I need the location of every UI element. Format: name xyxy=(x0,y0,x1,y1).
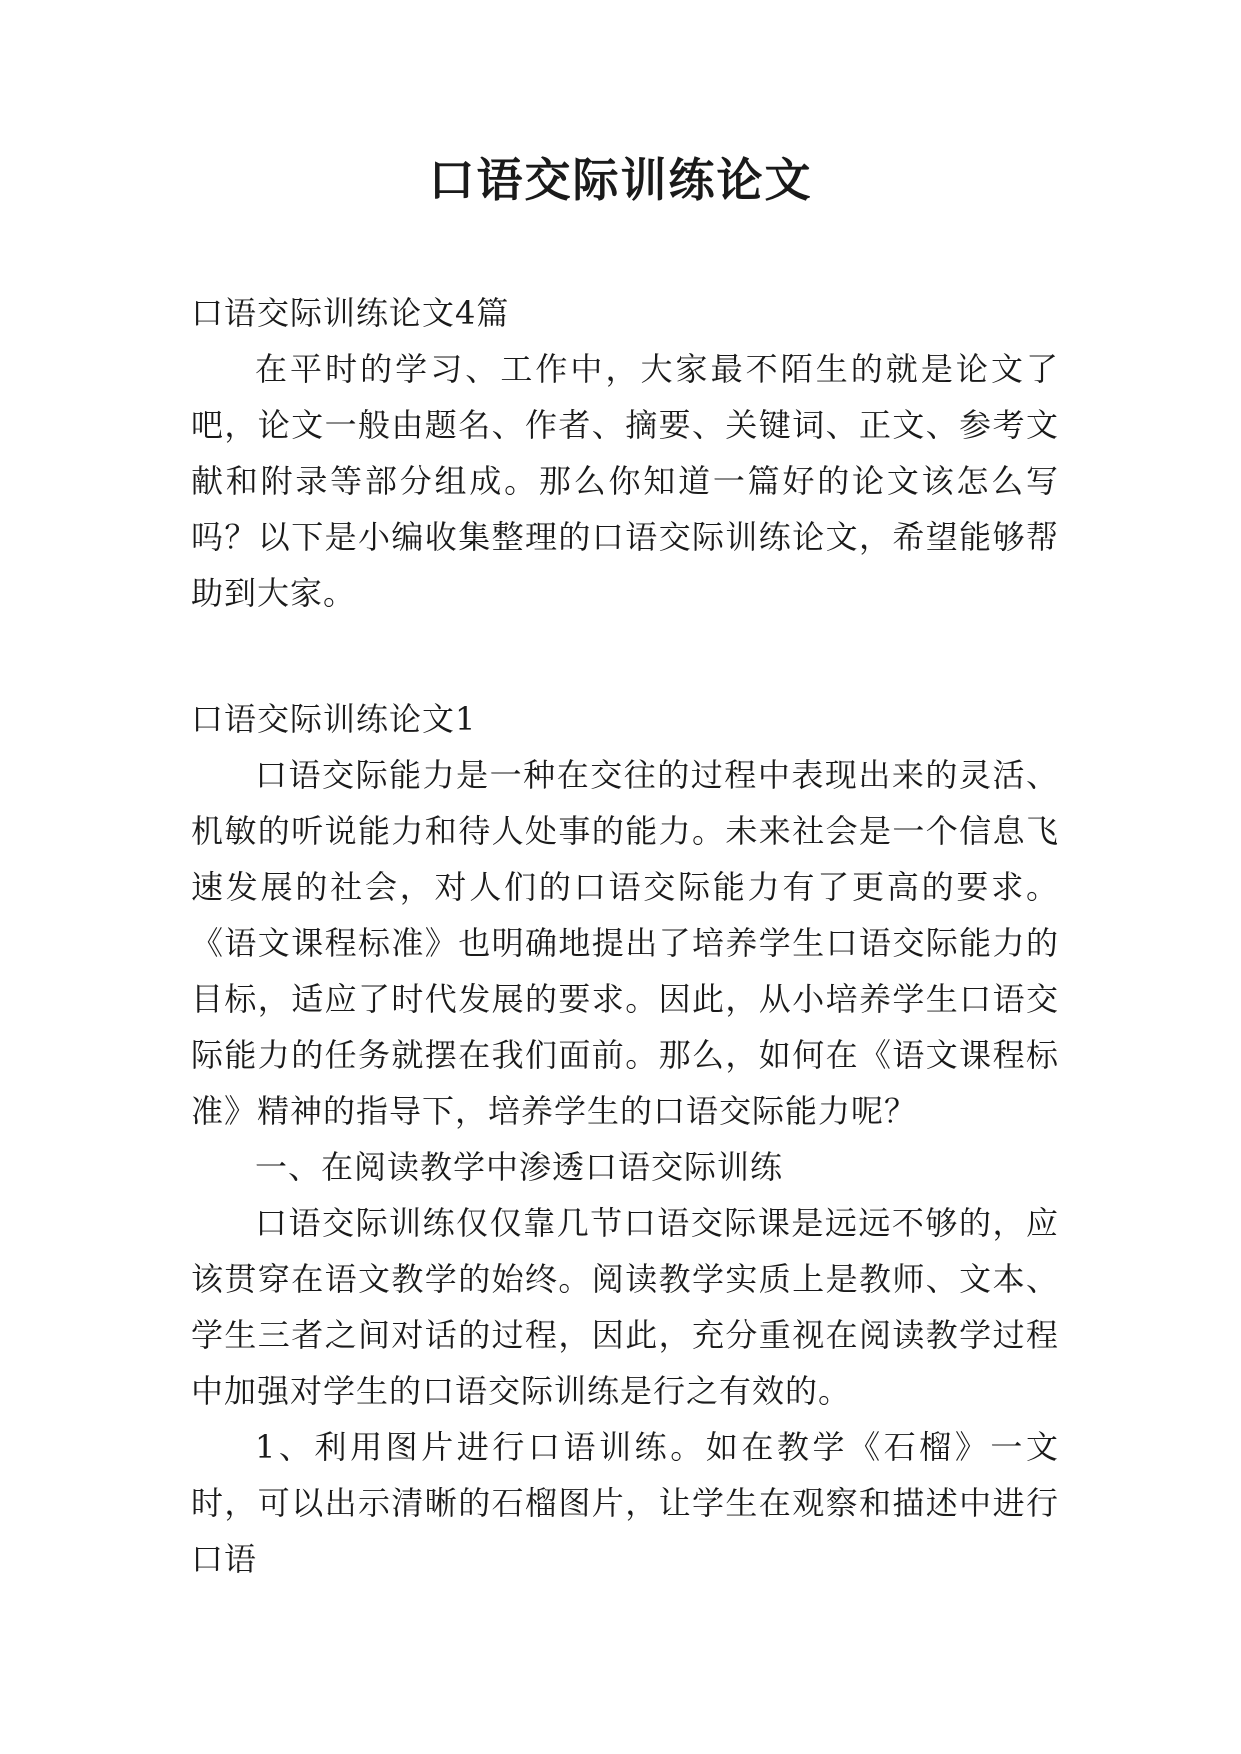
intro-paragraph: 在平时的学习、工作中，大家最不陌生的就是论文了吧，论文一般由题名、作者、摘要、关键词、正文、参考文献和附录等部分组成。那么你知道一篇好的论文该怎么写吗？以下是小编收集整理的口语交际训练论文，希望能够帮助到大家。 xyxy=(191,350,1059,612)
section-heading: 口语交际训练论文1 xyxy=(191,700,477,738)
section-spacer xyxy=(191,621,1059,691)
subsection-heading: 一、在阅读教学中渗透口语交际训练 xyxy=(255,1148,784,1186)
body-paragraph: 口语交际训练仅仅靠几节口语交际课是远远不够的，应该贯穿在语文教学的始终。阅读教学实质上是教师、文本、学生三者之间对话的过程，因此，充分重视在阅读教学过程中加强对学生的口语交际训练是行之有效的。 xyxy=(191,1204,1059,1410)
document-title: 口语交际训练论文 xyxy=(428,153,813,207)
intro-heading: 口语交际训练论文4篇 xyxy=(191,294,510,332)
body-paragraph: 1、利用图片进行口语训练。如在教学《石榴》一文时，可以出示清晰的石榴图片，让学生在观察和描述中进行口语 xyxy=(191,1428,1059,1578)
document-body xyxy=(191,285,1059,1587)
body-paragraph: 口语交际能力是一种在交往的过程中表现出来的灵活、机敏的听说能力和待人处事的能力。未来社会是一个信息飞速发展的社会，对人们的口语交际能力有了更高的要求。《语文课程标准》也明确地提出了培养学生口语交际能力的目标，适应了时代发展的要求。因此，从小培养学生口语交际能力的任务就摆在我们面前。那么，如何在《语文课程标准》精神的指导下，培养学生的口语交际能力呢？ xyxy=(191,756,1059,1130)
